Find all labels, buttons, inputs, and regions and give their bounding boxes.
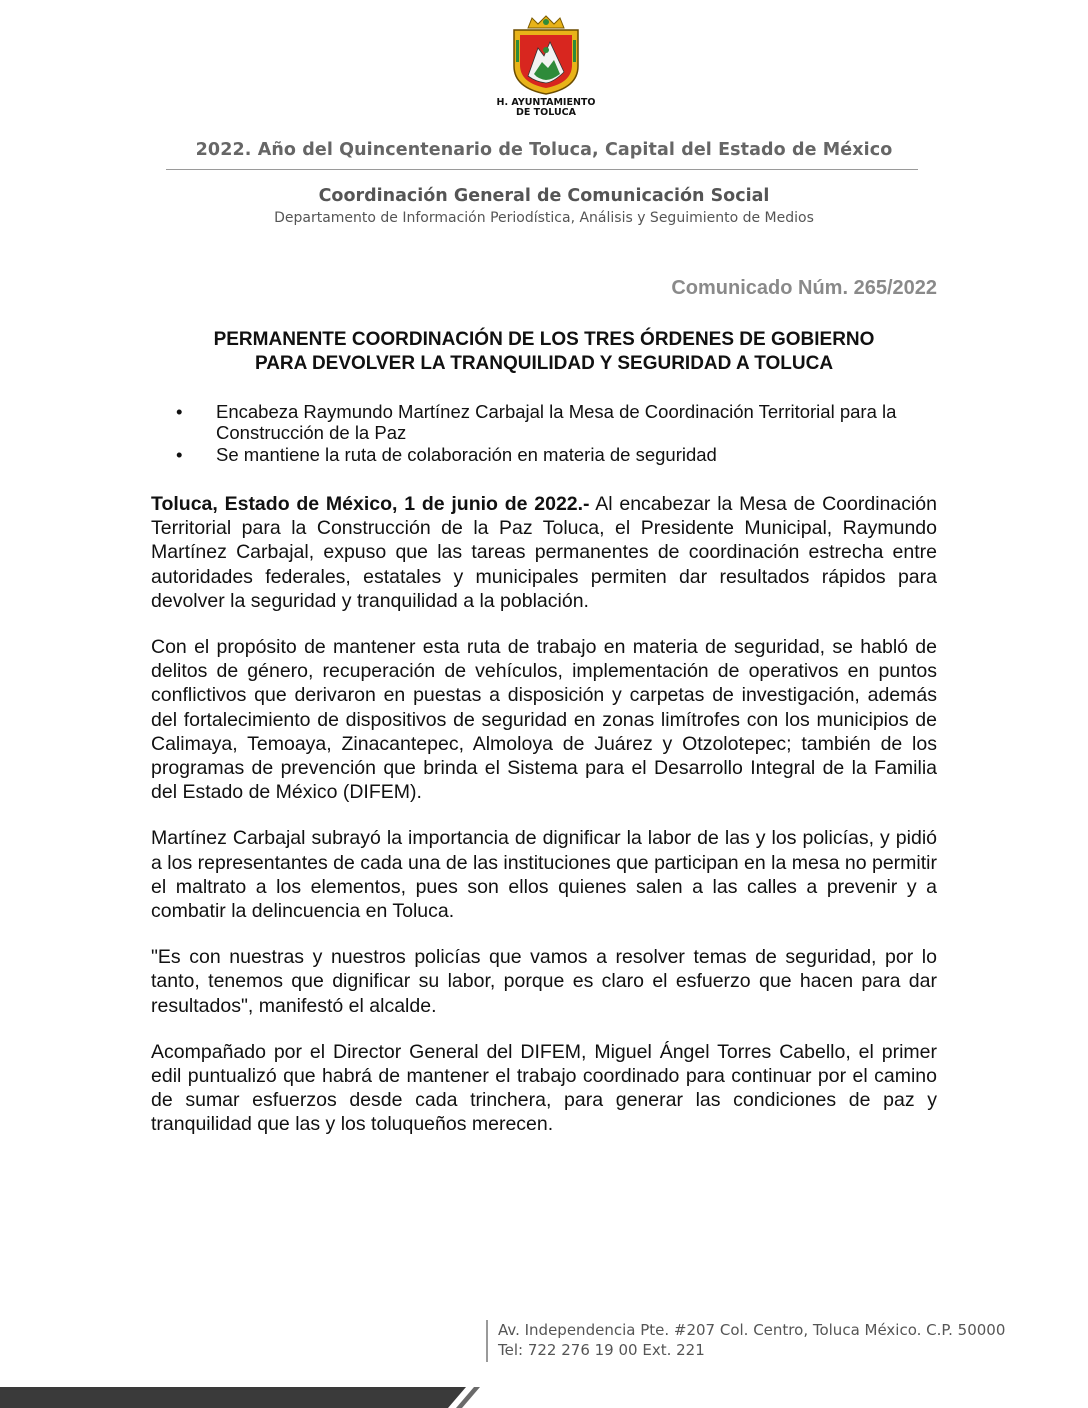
communique-number: Comunicado Núm. 265/2022 [671, 277, 937, 299]
logo-line-2: DE TOLUCA [516, 107, 576, 118]
logo-caption [488, 98, 604, 118]
headline-line-2: PARA DEVOLVER LA TRANQUILIDAD Y SEGURIDAD A TOLUCA [254, 353, 834, 374]
summary-bullets [174, 401, 938, 465]
bullet-item [174, 444, 938, 465]
header-divider [166, 169, 918, 170]
shield-emblem-icon [508, 14, 584, 96]
footer-vertical-rule [486, 1320, 488, 1362]
dateline: Toluca, Estado de México, 1 de junio de 2022.- [151, 493, 590, 515]
paragraph: Con el propósito de mantener esta ruta de trabajo en materia de seguridad, se habló de delitos de género, recuperación de vehículos, implementación de operativos en puntos conflictivos que derivaron en puestas a disposición y carpetas de investigación, además del fortalecimiento de dispositivos de seguridad en zonas limítrofes con los municipios de Calimaya, Temoaya, Zinacantepec, Almoloya de Juárez y Otzolotepec; también de los programas de prevención que brinda el Sistema para el Desarrollo Integral de la Familia del Estado de México (DIFEM). [151, 636, 937, 804]
bullet-text: Se mantiene la ruta de colaboración en materia de seguridad [216, 444, 717, 465]
toluca-coat-of-arms-logo [488, 14, 604, 120]
footer-phone: Tel: 722 276 19 00 Ext. 221 [498, 1341, 705, 1359]
logo-line-1: H. AYUNTAMIENTO [496, 97, 596, 108]
footer-band [0, 1387, 1088, 1408]
bullet-text: Encabeza Raymundo Martínez Carbajal la Mesa de Coordinación Territorial para la Construcción de la Paz [216, 401, 897, 443]
paragraph-text: Al encabezar la Mesa de Coordinación Territorial para la Construcción de la Paz Toluca, el Presidente Municipal, Raymundo Martínez Carbajal, expuso que las tareas permanentes de coordinación estrecha entre autoridades federales, estatales y municipales permiten dar resultados rápidos para devolver la seguridad y tranquilidad a la población. [151, 493, 937, 612]
article-body [151, 492, 937, 1159]
paragraph: "Es con nuestras y nuestros policías que vamos a resolver temas de seguridad, por lo tanto, tenemos que dignificar su labor, porque es claro el esfuerzo que hacen para dar resultados", manifestó el alcalde. [151, 946, 937, 1017]
press-release-headline [151, 328, 937, 376]
footer-address: Av. Independencia Pte. #207 Col. Centro, Toluca México. C.P. 50000 [498, 1321, 1006, 1339]
footer-contact [498, 1320, 1005, 1360]
headline-line-1: PERMANENTE COORDINACIÓN DE LOS TRES ÓRDENES DE GOBIERNO [213, 329, 875, 350]
bullet-dot-icon: • [176, 401, 183, 422]
year-motto: 2022. Año del Quincentenario de Toluca, Capital del Estado de México [195, 140, 893, 160]
paragraph: Acompañado por el Director General del DIFEM, Miguel Ángel Torres Cabello, el primer edil puntualizó que habrá de mantener el trabajo coordinado para continuar por el camino de sumar esfuerzos desde cada trinchera, para generar las condiciones de paz y tranquilidad que las y los toluqueños merecen. [151, 1040, 937, 1136]
department-subtitle: Departamento de Información Periodística, Análisis y Seguimiento de Medios [274, 210, 814, 226]
bullet-item [174, 401, 938, 443]
paragraph [151, 492, 937, 613]
bullet-dot-icon: • [176, 444, 183, 465]
coordination-title: Coordinación General de Comunicación Social [318, 186, 770, 206]
paragraph: Martínez Carbajal subrayó la importancia de dignificar la labor de las y los policías, y pidió a los representantes de cada una de las instituciones que participan en la mesa no permitir el maltrato a los elementos, pues son ellos quienes salen a las calles a prevenir y a combatir la delincuencia en Toluca. [151, 827, 937, 923]
